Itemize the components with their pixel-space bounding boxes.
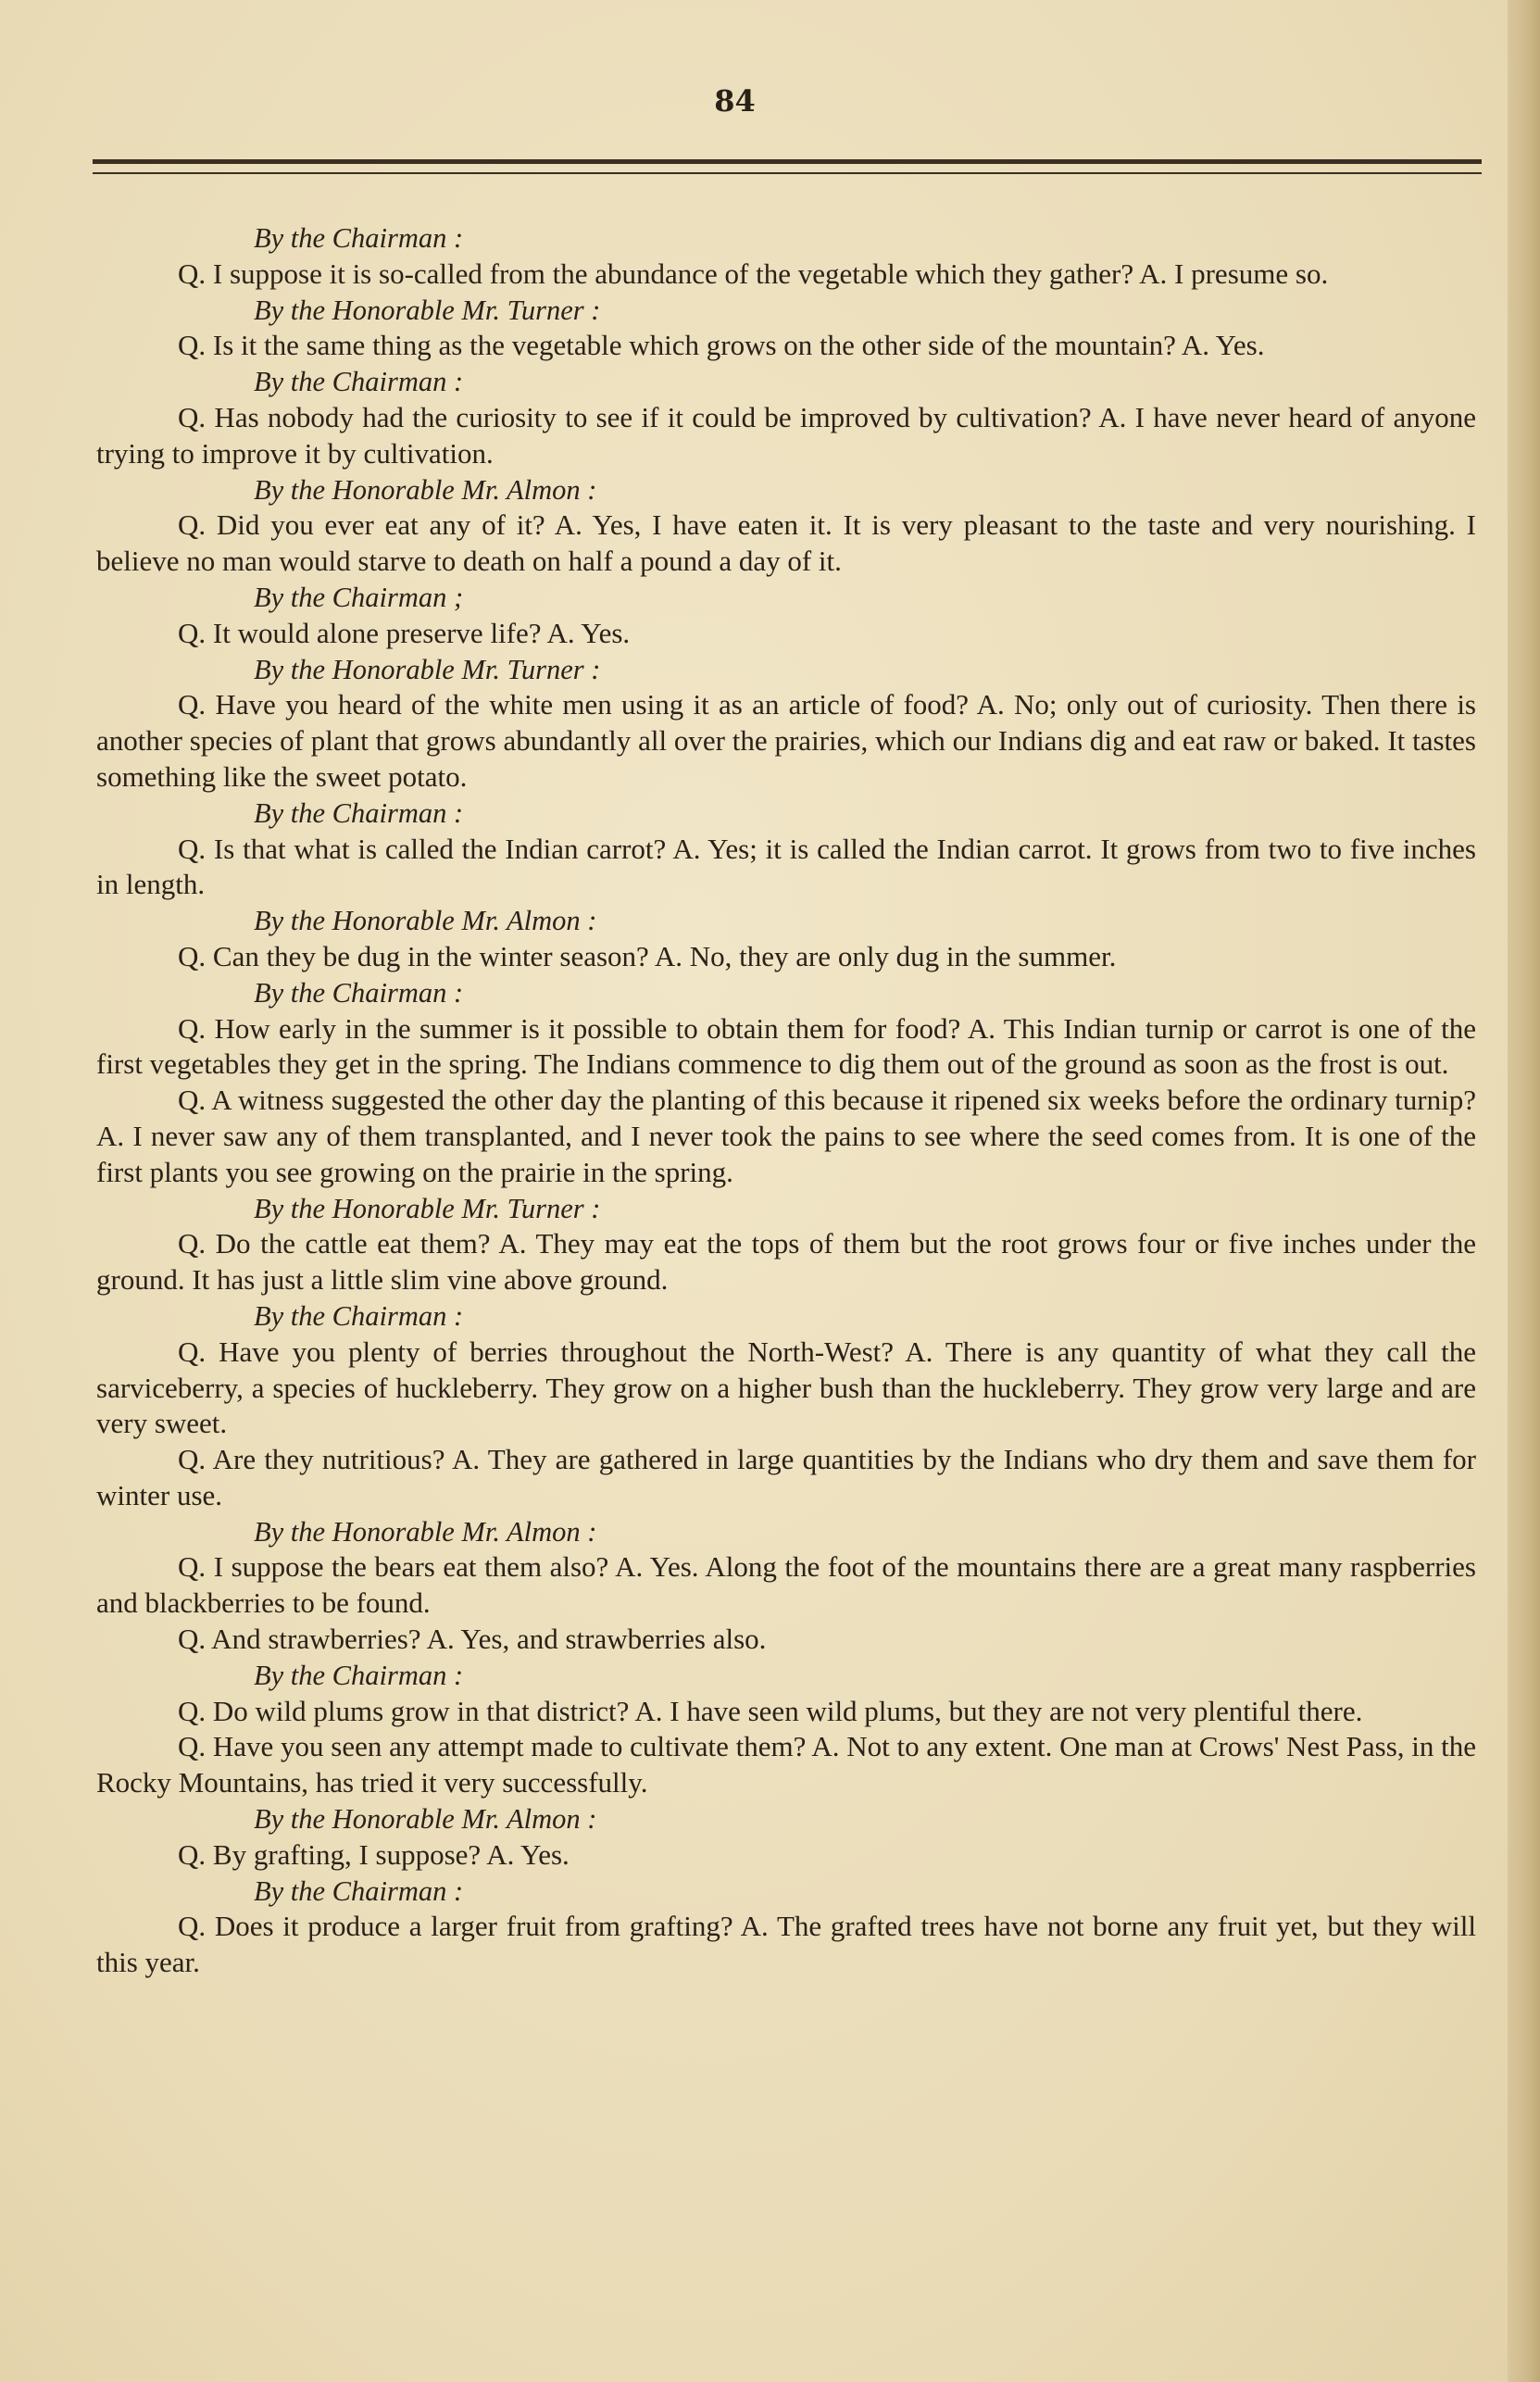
- speaker-heading: By the Chairman :: [254, 796, 464, 829]
- testimony-paragraph: Q. Do wild plums grow in that district? A. I have seen wild plums, but they are not very plentiful there.: [178, 1694, 1363, 1727]
- speaker-heading: By the Honorable Mr. Turner :: [254, 294, 601, 326]
- speaker-heading: By the Honorable Mr. Almon :: [254, 473, 597, 506]
- testimony-paragraph: Q. Are they nutritious? A. They are gathered in large quantities by the Indians who dry them and save them for winter use.: [96, 1443, 1476, 1511]
- testimony-paragraph: Q. Is that what is called the Indian carrot? A. Yes; it is called the Indian carrot. It grows from two to five inches in length.: [96, 832, 1476, 901]
- testimony-paragraph: Q. How early in the summer is it possible to obtain them for food? A. This Indian turnip or carrot is one of the first vegetables they get in the spring. The Indians commence to dig them out of the ground as soon as the frost is out.: [96, 1011, 1476, 1081]
- speaker-heading: By the Chairman :: [254, 222, 464, 254]
- testimony-paragraph: Q. I suppose it is so-called from the abundance of the vegetable which they gather? A. I presume so.: [178, 257, 1329, 290]
- testimony-paragraph: Q. It would alone preserve life? A. Yes.: [178, 616, 631, 649]
- speaker-heading: By the Honorable Mr. Turner :: [254, 653, 601, 685]
- testimony-paragraph: Q. Do the cattle eat them? A. They may eat the tops of them but the root grows four or five inches under the ground. It has just a little slim vine above ground.: [96, 1227, 1476, 1297]
- speaker-heading: By the Honorable Mr. Almon :: [254, 1803, 597, 1836]
- speaker-heading: By the Chairman :: [254, 1659, 464, 1691]
- header-rule-thin: [93, 172, 1482, 174]
- testimony-paragraph: Q. And strawberries? A. Yes, and strawberries also.: [178, 1623, 767, 1656]
- transcript-body: [96, 220, 1476, 1981]
- testimony-paragraph: Q. Does it produce a larger fruit from grafting? A. The grafted trees have not borne any fruit yet, but they will this year.: [96, 1910, 1476, 1979]
- speaker-heading: By the Honorable Mr. Almon :: [254, 905, 597, 937]
- testimony-paragraph: Q. Can they be dug in the winter season? A. No, they are only dug in the summer.: [178, 939, 1117, 972]
- testimony-paragraph: Q. Is it the same thing as the vegetable which grows on the other side of the mountain? A. Yes.: [178, 329, 1265, 362]
- speaker-heading: By the Chairman :: [254, 1874, 464, 1907]
- header-rule-thick: [93, 159, 1482, 164]
- testimony-paragraph: Q. Have you seen any attempt made to cultivate them? A. Not to any extent. One man at Crows' Nest Pass, in the Rocky Mountains, has tried it very successfully.: [96, 1730, 1476, 1799]
- testimony-paragraph: Q. Have you heard of the white men using it as an article of food? A. No; only out of curiosity. Then there is another species of plant that grows abundantly all over the prairies, which our Indians dig and eat raw or baked. It tastes something like the sweet potato.: [96, 688, 1476, 793]
- speaker-heading: By the Chairman :: [254, 366, 464, 398]
- speaker-heading: By the Chairman ;: [254, 581, 464, 613]
- speaker-heading: By the Chairman :: [254, 1299, 464, 1332]
- page-number: 84: [714, 83, 756, 119]
- testimony-paragraph: Q. Did you ever eat any of it? A. Yes, I have eaten it. It is very pleasant to the taste and very nourishing. I believe no man would starve to death on half a pound a day of it.: [96, 508, 1476, 578]
- testimony-paragraph: Q. By grafting, I suppose? A. Yes.: [178, 1837, 570, 1871]
- testimony-paragraph: Q. A witness suggested the other day the planting of this because it ripened six weeks before the ordinary turnip? A. I never saw any of them transplanted, and I never took the pains to see where the seed comes from. It is one of the first plants you see growing on the prairie in the spring.: [96, 1084, 1476, 1188]
- testimony-paragraph: Q. Have you plenty of berries throughout the North-West? A. There is any quantity of what they call the sarviceberry, a species of huckleberry. They grow on a higher bush than the huckleberry. They grow very large and are very sweet.: [96, 1335, 1476, 1440]
- speaker-heading: By the Honorable Mr. Turner :: [254, 1192, 601, 1224]
- speaker-heading: By the Honorable Mr. Almon :: [254, 1515, 597, 1548]
- testimony-paragraph: Q. Has nobody had the curiosity to see if it could be improved by cultivation? A. I have never heard of anyone trying to improve it by cultivation.: [96, 400, 1476, 470]
- testimony-paragraph: Q. I suppose the bears eat them also? A. Yes. Along the foot of the mountains there are a great many raspberries and blackberries to be found.: [96, 1550, 1476, 1620]
- speaker-heading: By the Chairman :: [254, 976, 464, 1009]
- book-spine-shadow: [1508, 0, 1540, 2382]
